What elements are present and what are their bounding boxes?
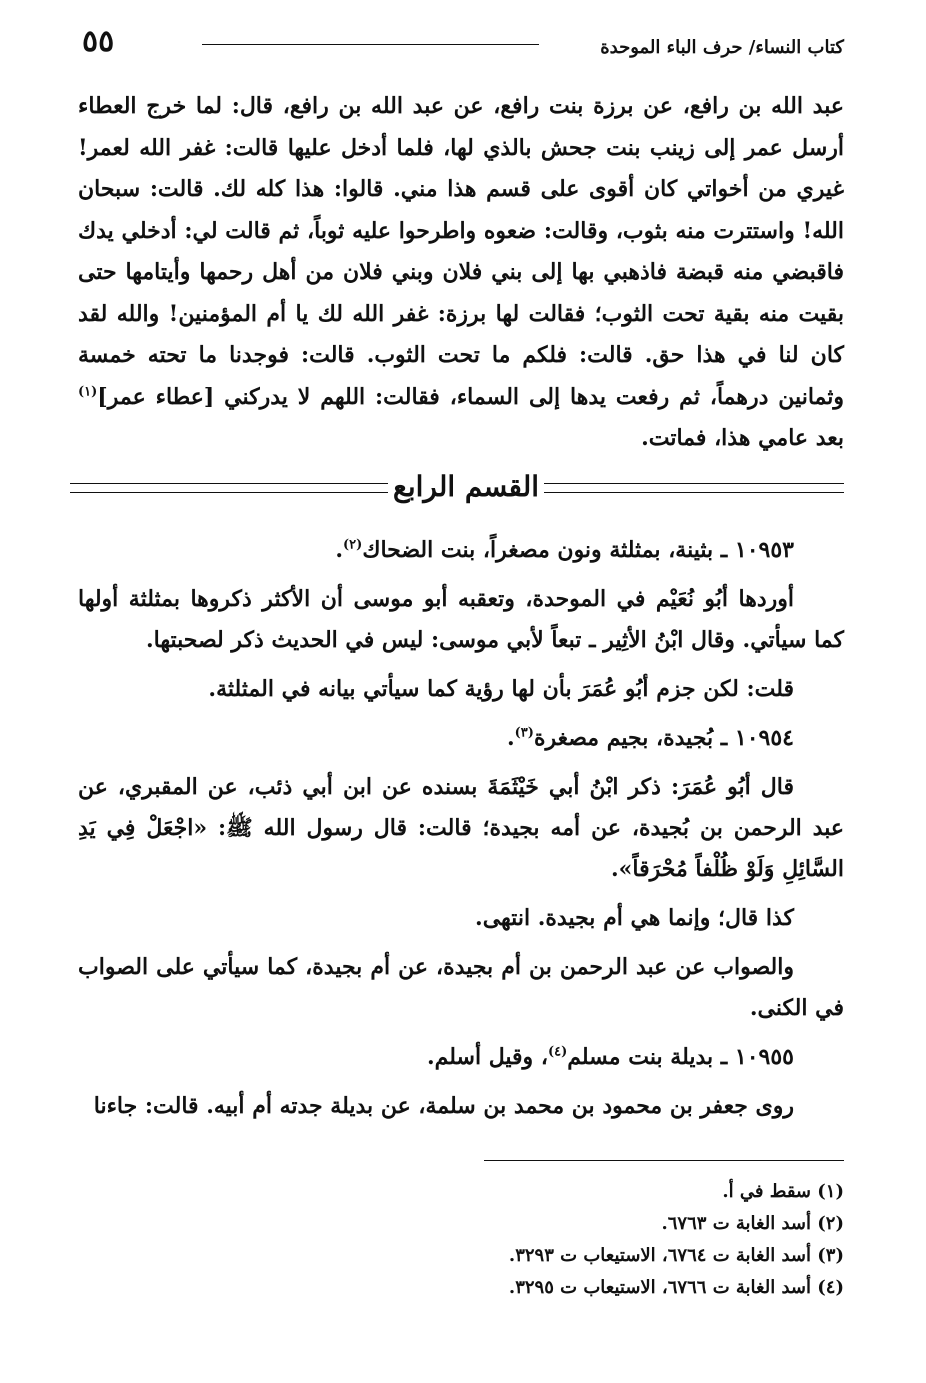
footnote: (٣) أسد الغابة ت ٦٧٦٤، الاستيعاب ت ٣٢٩٣.: [508, 1245, 844, 1266]
running-title: كتاب النساء/ حرف الباء الموحدة: [600, 37, 844, 58]
entry-paragraph: قال أبُو عُمَرَ: ذكر ابْنُ أبي خَيْثَمَةَ بسنده عن ابن أبي ذئب، عن المقبري، عن عبد الرحمن بن بُجيدة، عن أمه بجيدة؛ قالت: قال رسول الله ﷺ: «اجْعَلْ فِي يَدِ السَّائِلِ وَلَوْ ظُلْفاً مُحْرَقاً».: [78, 774, 844, 882]
heading-double-rule-right: [544, 483, 844, 493]
entry-paragraph: قلت: لكن جزم أبُو عُمَرَ بأن لها رؤية كما سيأتي بيانه في المثلثة.: [208, 676, 794, 702]
entry-heading-text: ١٠٩٥٣ ـ بثينة، بمثلثة ونون مصغراً، بنت الضحاك: [362, 537, 794, 563]
entry-heading-tail: .: [335, 537, 344, 563]
header-rule: [202, 44, 539, 45]
section-heading: [70, 463, 844, 515]
opening-paragraph-tail: بعد عامي هذا، فماتت.: [641, 425, 844, 451]
footnote: (٤) أسد الغابة ت ٦٧٦٦، الاستيعاب ت ٣٢٩٥.: [508, 1277, 844, 1298]
footnotes: [300, 1176, 844, 1304]
entry-heading-10953: [78, 530, 844, 571]
running-head: [82, 22, 844, 66]
opening-paragraph: [78, 86, 844, 460]
section-title: القسم الرابع: [392, 470, 540, 503]
footnote-ref-2: (٢): [343, 537, 363, 553]
entry-heading-10954: [78, 718, 844, 759]
footnote: (١) سقط في أ.: [722, 1181, 844, 1202]
heading-double-rule-left: [70, 483, 388, 493]
footnote: (٢) أسد الغابة ت ٦٧٦٣.: [661, 1213, 844, 1234]
entries-block: [78, 530, 844, 1135]
entry-heading-tail: ، وقيل أسلم.: [426, 1044, 548, 1070]
entry-heading-text: ١٠٩٥٥ ـ بديلة بنت مسلم: [567, 1044, 794, 1070]
footnote-ref-3: (٣): [514, 725, 534, 741]
footnote-ref-4: (٤): [547, 1044, 568, 1060]
footnote-separator: [484, 1160, 844, 1161]
entry-paragraph: أوردها أبُو نُعَيْم في الموحدة، وتعقبه أبو موسى أن الأكثر ذكروها بمثلثة أولها كما سيأتي. وقال ابْنُ الأثِير ـ تبعاً لأبي موسى: ليس في الحديث ذكر لصحبتها.: [78, 586, 844, 653]
page-number: ٥٥: [82, 24, 115, 59]
footnote-ref-1: (١): [78, 384, 98, 400]
opening-text-block: [78, 86, 844, 460]
entry-paragraph: روى جعفر بن محمود بن محمد بن سلمة، عن بديلة جدته أم أبيه. قالت: جاءنا: [93, 1093, 794, 1119]
entry-paragraph: كذا قال؛ وإنما هي أم بجيدة. انتهى.: [475, 905, 794, 931]
entry-heading-10955: [78, 1037, 844, 1078]
opening-paragraph-text: عبد الله بن رافع، عن برزة بنت رافع، عن عبد الله بن رافع، قال: لما خرج العطاء أرسل عمر إلى زينب بنت جحش بالذي لها، فلما أدخل عليها قالت: غفر الله لعمر! غيري من أخواتي كان أقوى على قسم هذا مني. قالوا: هذا كله لك. قالت: سبحان الله! واستترت منه بثوب، وقالت: ضعوه واطرحوا عليه ثوباً، ثم قالت لي: أدخلي يدك فاقبضي منه قبضة فاذهبي بها إلى بني فلان وبني فلان من أهل رحمها وأيتامها حتى بقيت منه بقية تحت الثوب؛ فقالت لها برزة: غفر الله لك يا أم المؤمنين! والله لقد كان لنا في هذا حق. قالت: فلكم ما تحت الثوب. قالت: فوجدنا ما تحته خمسة وثمانين درهماً، ثم رفعت يدها إلى السماء، فقالت: اللهم لا يدركني [عطاء عمر]: [78, 93, 844, 410]
entry-paragraph: والصواب عن عبد الرحمن بن أم بجيدة، عن أم بجيدة، كما سيأتي على الصواب في الكنى.: [78, 954, 844, 1021]
entry-heading-text: ١٠٩٥٤ ـ بُجيدة، بجيم مصغرة: [533, 725, 794, 751]
entry-heading-tail: .: [506, 725, 515, 751]
